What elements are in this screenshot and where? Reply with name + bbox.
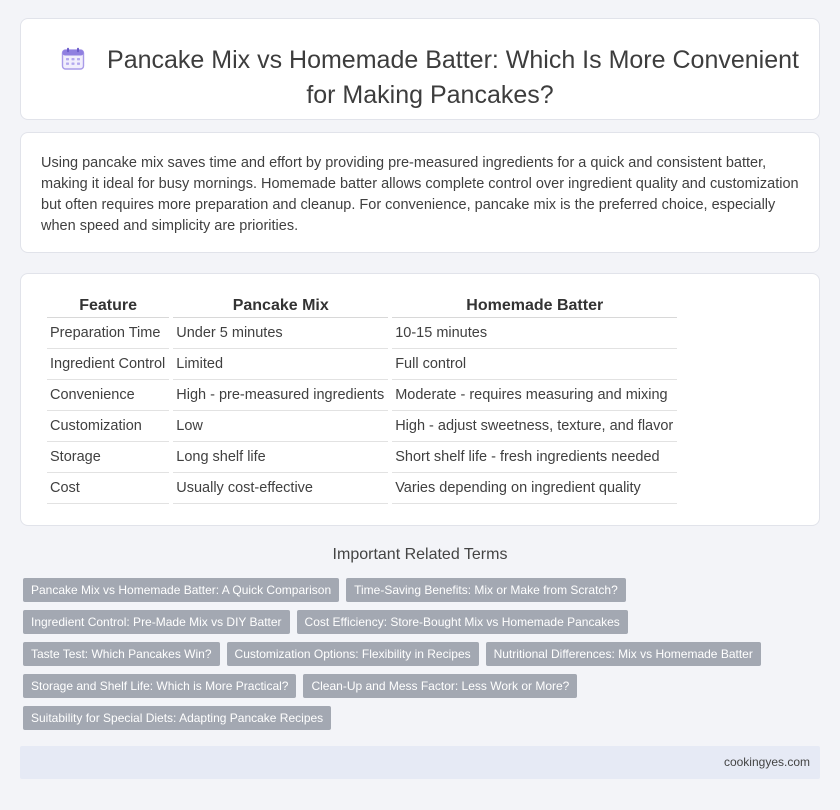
related-tag[interactable]: Customization Options: Flexibility in Recipes	[227, 642, 479, 666]
related-tag[interactable]: Storage and Shelf Life: Which is More Practical?	[23, 674, 296, 698]
row-pancake-mix: Low	[173, 411, 388, 442]
row-homemade-batter: Full control	[392, 349, 677, 380]
table-header-row	[47, 294, 677, 318]
header-homemade-batter: Homemade Batter	[392, 294, 677, 318]
footer-site-link[interactable]: cookingyes.com	[723, 755, 810, 769]
row-homemade-batter: Moderate - requires measuring and mixing	[392, 380, 677, 411]
intro-text: Using pancake mix saves time and effort by providing pre-measured ingredients for a quick and consistent batter, making it ideal for busy mornings. Homemade batter allows complete control over ingredient quality and customization but often requires more preparation and cleanup. For convenience, pancake mix is the preferred choice, especially when speed and simplicity are priorities.	[41, 155, 799, 234]
related-tag[interactable]: Pancake Mix vs Homemade Batter: A Quick Comparison	[23, 578, 339, 602]
row-pancake-mix: Usually cost-effective	[173, 473, 388, 504]
related-tag[interactable]: Suitability for Special Diets: Adapting Pancake Recipes	[23, 706, 331, 730]
comparison-card	[20, 273, 820, 526]
row-pancake-mix: Long shelf life	[173, 442, 388, 473]
table-row	[47, 318, 677, 349]
row-feature: Convenience	[47, 380, 169, 411]
page-title-wrap	[61, 44, 799, 111]
row-feature: Preparation Time	[47, 318, 169, 349]
related-terms-title: Important Related Terms	[332, 546, 508, 563]
row-feature: Ingredient Control	[47, 349, 169, 380]
comparison-table	[43, 294, 681, 504]
header-feature: Feature	[47, 294, 169, 318]
related-tag[interactable]: Cost Efficiency: Store-Bought Mix vs Homemade Pancakes	[297, 610, 628, 634]
title-card	[20, 18, 820, 120]
table-row	[47, 411, 677, 442]
related-tag[interactable]: Clean-Up and Mess Factor: Less Work or More?	[303, 674, 577, 698]
table-row	[47, 349, 677, 380]
calendar-icon	[61, 47, 85, 79]
row-pancake-mix: High - pre-measured ingredients	[173, 380, 388, 411]
row-homemade-batter: 10-15 minutes	[392, 318, 677, 349]
related-terms-list	[23, 578, 803, 730]
row-pancake-mix: Limited	[173, 349, 388, 380]
row-pancake-mix: Under 5 minutes	[173, 318, 388, 349]
table-row	[47, 380, 677, 411]
row-homemade-batter: Varies depending on ingredient quality	[392, 473, 677, 504]
related-tag[interactable]: Time-Saving Benefits: Mix or Make from Scratch?	[346, 578, 626, 602]
header-pancake-mix: Pancake Mix	[173, 294, 388, 318]
footer	[20, 746, 820, 779]
row-homemade-batter: High - adjust sweetness, texture, and flavor	[392, 411, 677, 442]
row-feature: Storage	[47, 442, 169, 473]
intro-card	[20, 132, 820, 253]
related-tag[interactable]: Ingredient Control: Pre-Made Mix vs DIY Batter	[23, 610, 290, 634]
table-row	[47, 442, 677, 473]
page-title: Pancake Mix vs Homemade Batter: Which Is More Convenient for Making Pancakes?	[107, 46, 799, 109]
related-tag[interactable]: Taste Test: Which Pancakes Win?	[23, 642, 220, 666]
related-tag[interactable]: Nutritional Differences: Mix vs Homemade Batter	[486, 642, 761, 666]
row-feature: Cost	[47, 473, 169, 504]
row-homemade-batter: Short shelf life - fresh ingredients needed	[392, 442, 677, 473]
table-row	[47, 473, 677, 504]
row-feature: Customization	[47, 411, 169, 442]
